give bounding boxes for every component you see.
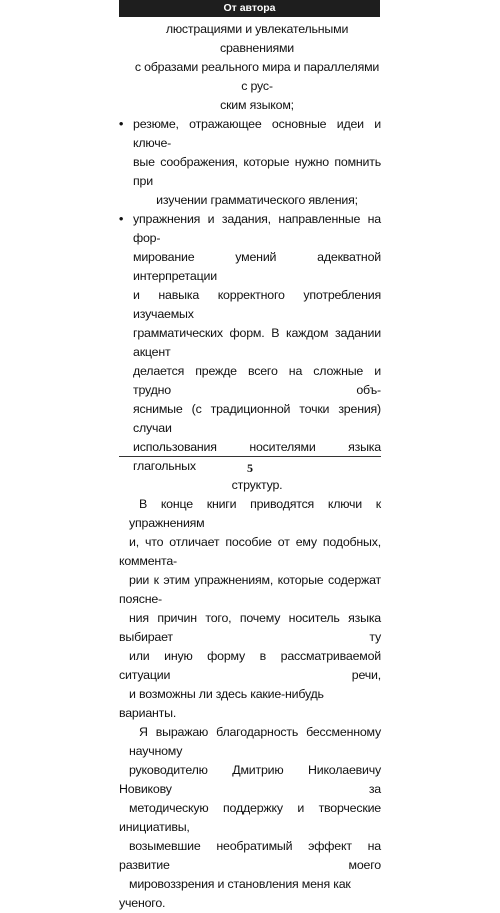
list-item bbox=[119, 115, 381, 210]
text-line: методическую поддержку и творческие инициативы, bbox=[119, 801, 381, 834]
text-line: и возможны ли здесь какие-нибудь варианты. bbox=[119, 687, 324, 720]
text-line: яснимые (с традиционной точки зрения) случаи bbox=[133, 402, 381, 435]
running-header-title: От автора bbox=[223, 2, 276, 14]
paragraph bbox=[119, 495, 381, 723]
text-line: упражнения и задания, направленные на фор- bbox=[133, 212, 381, 245]
bullet-icon: • bbox=[119, 117, 124, 131]
paragraph bbox=[119, 723, 381, 913]
text-line: с образами реального мира и параллелями с рус- bbox=[134, 60, 380, 93]
text-line: грамматических форм. В каждом задании акцент bbox=[133, 326, 381, 359]
text-line: или иную форму в рассматриваемой ситуации речи, bbox=[119, 649, 381, 682]
text-line: ским языком; bbox=[220, 98, 294, 112]
bullet-icon: • bbox=[119, 212, 124, 226]
list-item bbox=[119, 210, 381, 495]
text-line: Я выражаю благодарность бессменному научному bbox=[129, 725, 381, 758]
text-line: вые соображения, которые нужно помнить при bbox=[133, 155, 381, 188]
text-line: резюме, отражающее основные идеи и ключе- bbox=[133, 117, 381, 150]
text-line: использования носителями языка глагольных bbox=[133, 440, 381, 473]
text-line: руководителю Дмитрию Николаевичу Новикову за bbox=[119, 763, 381, 796]
text-line: структур. bbox=[231, 478, 283, 492]
text-line: изучении грамматического явления; bbox=[156, 193, 358, 207]
text-line: рии к этим упражнениям, которые содержат поясне- bbox=[119, 573, 381, 606]
text-line: В конце книги приводятся ключи к упражнениям bbox=[129, 497, 381, 530]
page-number: 5 bbox=[247, 461, 253, 475]
text-line: ния причин того, почему носитель языка выбирает ту bbox=[119, 611, 381, 644]
text-line: мирование умений адекватной интерпретации bbox=[133, 250, 381, 283]
text-line: мировоззрения и становления меня как ученого. bbox=[119, 877, 351, 910]
running-header bbox=[119, 0, 380, 17]
footer-divider bbox=[119, 456, 381, 457]
list-item-continued bbox=[119, 20, 381, 115]
text-line: и навыка корректного употребления изучаемых bbox=[133, 288, 381, 321]
text-line: люстрациями и увлекательными сравнениями bbox=[165, 22, 349, 55]
text-line: и, что отличает пособие от ему подобных, коммента- bbox=[119, 535, 381, 568]
text-line: возымевшие необратимый эффект на развитие моего bbox=[119, 839, 381, 872]
text-line: делается прежде всего на сложные и трудно объ- bbox=[133, 364, 381, 397]
